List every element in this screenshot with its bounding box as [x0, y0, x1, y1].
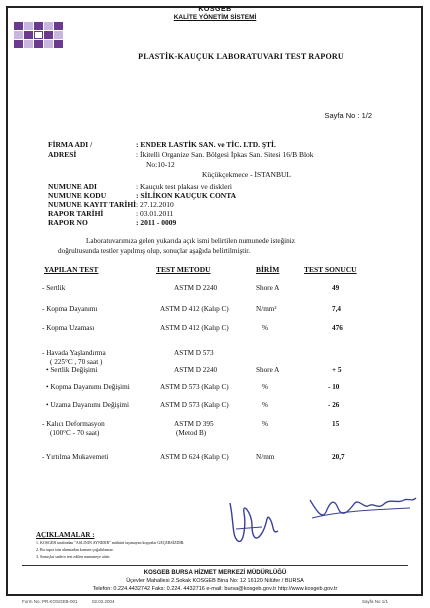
row-unit: N/mm	[256, 453, 275, 461]
signature-left	[222, 493, 280, 551]
footer-office: KOSGEB BURSA HİZMET MERKEZİ MÜDÜRLÜĞÜ	[143, 570, 287, 576]
org-name: KOSGEB	[198, 6, 232, 13]
row-method: ASTM D 573	[174, 349, 214, 357]
adres-label: ADRESİ	[48, 150, 77, 159]
col-unit: BİRİM	[256, 265, 280, 274]
row-test: • Uzama Dayanımı Değişimi	[46, 401, 129, 409]
firma-label: FİRMA ADI /	[48, 140, 93, 149]
row-test: - Kopma Dayanımı	[42, 305, 98, 313]
footer-contact: Telefon: 0.224.4432742 Faks: 0.224. 4432716 e-mail: bursa@kosgeb.gov.tr http://www.kosgeb.gov.tr	[92, 586, 338, 592]
row-test: - Kalıcı Deformasyon	[42, 420, 105, 428]
row-result: 20,7	[332, 453, 345, 461]
row-unit: %	[262, 324, 268, 332]
bottom-page-number: Sayfa No 1/1	[362, 599, 389, 604]
field-label: NUMUNE KAYIT TARİHİ	[48, 200, 137, 209]
notes-title: AÇIKLAMALAR :	[36, 531, 95, 539]
row-result: - 10	[328, 383, 340, 391]
row-method: ASTM D 624 (Kalıp C)	[160, 453, 229, 461]
row-test: ( 225°C , 70 saat )	[50, 358, 103, 366]
row-method: ASTM D 412 (Kalıp C)	[160, 324, 229, 332]
row-test: - Kopma Uzaması	[42, 324, 95, 332]
row-unit: %	[262, 383, 268, 391]
adres-line1: : İkitelli Organize San. Bölgesi İpkas San. Sitesi 16/B Blok	[136, 150, 314, 159]
note-1: 1. KOSGEB tarafından "ASLININ AYNIDIR" mühürü taşımayan kopyalar GEÇERSİZDİR.	[36, 540, 185, 545]
row-result: 7,4	[332, 305, 341, 313]
revision-date: 02.02.2004	[92, 599, 115, 604]
intro-line2: doğrultusunda testler yapılmış olup, sonuçlar aşağıda belirtilmiştir.	[58, 247, 251, 255]
quality-system: KALİTE YÖNETİM SİSTEMİ	[173, 14, 257, 21]
col-method: TEST METODU	[156, 265, 211, 274]
field-value: : 27.12.2010	[136, 200, 174, 209]
footer-address: Üçevler Mahallesi 2.Sokak KOSGEB Bina No: 12 16120 Nilüfer / BURSA	[126, 578, 304, 584]
field-value: : Kauçuk test plakası ve diskleri	[136, 182, 233, 191]
signature-right	[306, 490, 418, 524]
field-value: : 2011 - 0009	[136, 218, 177, 227]
row-method: ASTM D 2240	[174, 284, 218, 292]
page-number: Sayfa No : 1/2	[324, 111, 372, 120]
row-result: - 26	[328, 401, 340, 409]
row-unit: %	[262, 420, 268, 428]
row-test: • Sertlik Değişimi	[46, 366, 98, 374]
row-method: ASTM D 573 (Kalıp C)	[160, 383, 229, 391]
note-2: 2. Bu rapor izin alınmadan kısmen çoğaltılamaz.	[36, 547, 114, 552]
field-label: NUMUNE ADI	[48, 182, 97, 191]
row-test: - Havada Yaşlandırma	[42, 349, 106, 357]
intro-line1: Laboratuvarımıza gelen yukarıda açık ismi belirtilen numunede isteğiniz	[86, 237, 295, 245]
field-value: : SİLİKON KAUÇUK CONTA	[136, 191, 237, 200]
note-3: 3. Sonuçlar sadece test edilen numuneye aittir.	[36, 554, 111, 559]
field-value: : 03.01.2011	[136, 209, 174, 218]
field-label: RAPOR NO	[48, 218, 88, 227]
row-unit: Shore A	[256, 366, 280, 374]
row-unit: N/mm²	[256, 305, 277, 313]
row-test: (100°C - 70 saat)	[50, 429, 100, 437]
row-method: ASTM D 2240	[174, 366, 218, 374]
col-test: YAPILAN TEST	[44, 265, 99, 274]
field-label: NUMUNE KODU	[48, 191, 107, 200]
row-test: • Kopma Dayanımı Değişimi	[46, 383, 130, 391]
report-title: PLASTİK-KAUÇUK LABORATUVARI TEST RAPORU	[138, 52, 344, 61]
adres-line2: No:10-12	[146, 160, 175, 169]
firma-value: : ENDER LASTİK SAN. ve TİC. LTD. ŞTİ.	[136, 140, 276, 149]
row-result: 15	[332, 420, 340, 428]
col-result: TEST SONUCU	[304, 265, 357, 274]
form-number: Form No: PR.KOSGEB-001	[22, 599, 78, 604]
footer-divider	[22, 565, 408, 566]
row-unit: %	[262, 401, 268, 409]
intro-paragraph	[58, 236, 398, 256]
row-method: ASTM D 395	[174, 420, 214, 428]
row-unit: Shore A	[256, 284, 280, 292]
row-result: + 5	[332, 366, 342, 374]
row-method: (Metod B)	[176, 429, 207, 437]
adres-line3: Küçükçekmece - İSTANBUL	[202, 170, 291, 179]
row-method: ASTM D 412 (Kalıp C)	[160, 305, 229, 313]
row-method: ASTM D 573 (Kalıp C)	[160, 401, 229, 409]
field-label: RAPOR TARİHİ	[48, 209, 104, 218]
row-test: - Sertlik	[42, 284, 66, 292]
kosgeb-logo	[14, 22, 64, 56]
row-result: 476	[332, 324, 343, 332]
row-result: 49	[332, 284, 340, 292]
row-test: - Yırtılma Mukavemeti	[42, 453, 109, 461]
